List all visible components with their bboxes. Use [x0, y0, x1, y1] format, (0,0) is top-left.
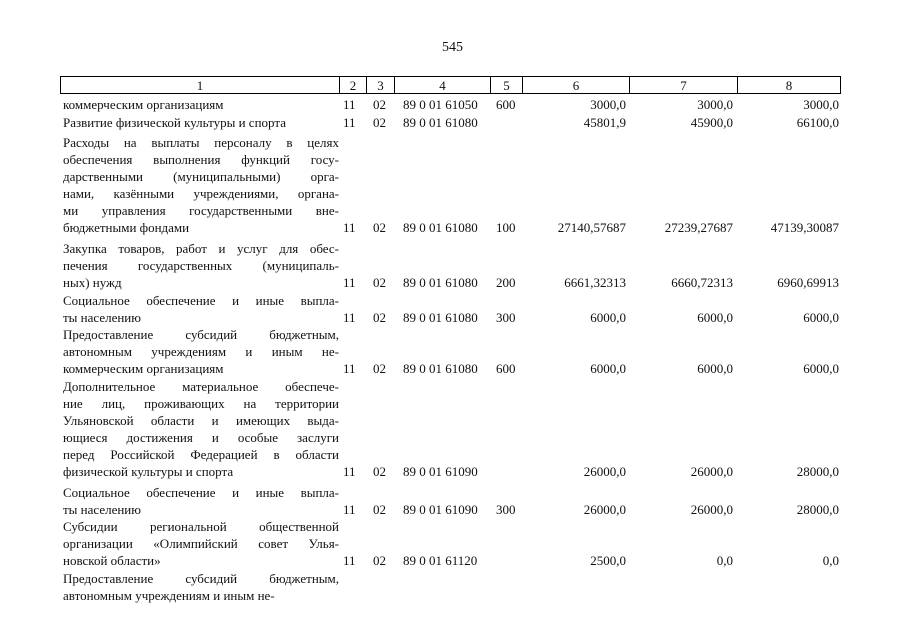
- cell-c3: 02: [373, 310, 386, 325]
- header-cell-3: 3: [366, 77, 394, 93]
- cell-c2: 11: [343, 310, 356, 325]
- description-line: Ульяновской области и имеющих выда-: [63, 413, 339, 428]
- cell-c8: 6960,69913: [777, 275, 839, 290]
- description-line: автономным учреждениям и иным не-: [63, 588, 275, 603]
- cell-c3: 02: [373, 553, 386, 568]
- cell-c8: 28000,0: [796, 502, 839, 517]
- cell-c6: 45801,9: [583, 115, 626, 130]
- description-line: ты населению: [63, 502, 141, 517]
- header-cell-6: 6: [522, 77, 629, 93]
- cell-c5: 300: [496, 502, 516, 517]
- cell-c7: 26000,0: [690, 464, 733, 479]
- description-line: Субсидии региональной общественной: [63, 519, 339, 534]
- cell-c8: 28000,0: [796, 464, 839, 479]
- description-line: ты населению: [63, 310, 141, 325]
- header-cell-2: 2: [339, 77, 366, 93]
- cell-c6: 6661,32313: [564, 275, 626, 290]
- description-line: автономным учреждениям и иным не-: [63, 344, 339, 359]
- description-line: ных) нужд: [63, 275, 122, 290]
- cell-c2: 11: [343, 361, 356, 376]
- header-cell-8: 8: [737, 77, 840, 93]
- header-cell-7: 7: [629, 77, 737, 93]
- description-line: Дополнительное материальное обеспече-: [63, 379, 339, 394]
- cell-c4: 89 0 01 61050: [403, 97, 478, 112]
- row-description: [63, 570, 339, 604]
- cell-c2: 11: [343, 115, 356, 130]
- cell-c3: 02: [373, 361, 386, 376]
- description-line: ющиеся достижения и особые заслуги: [63, 430, 339, 445]
- cell-c7: 6660,72313: [671, 275, 733, 290]
- description-line: бюджетными фондами: [63, 220, 190, 235]
- cell-c4: 89 0 01 61080: [403, 275, 478, 290]
- cell-c8: 0,0: [822, 553, 839, 568]
- description-line: ми управления государственными вне-: [63, 203, 339, 218]
- cell-c6: 2500,0: [590, 553, 626, 568]
- cell-c4: 89 0 01 61090: [403, 464, 478, 479]
- row-description: [63, 292, 339, 326]
- cell-c3: 02: [373, 464, 386, 479]
- description-line: Расходы на выплаты персоналу в целях: [63, 135, 339, 150]
- description-line: Социальное обеспечение и иные выпла-: [63, 485, 339, 500]
- cell-c8: 66100,0: [796, 115, 839, 130]
- cell-c3: 02: [373, 275, 386, 290]
- cell-c3: 02: [373, 502, 386, 517]
- cell-c5: 100: [496, 220, 516, 235]
- cell-c6: 26000,0: [583, 502, 626, 517]
- header-cell-5: 5: [490, 77, 522, 93]
- row-description: [63, 114, 339, 131]
- cell-c4: 89 0 01 61080: [403, 361, 478, 376]
- cell-c7: 45900,0: [690, 115, 733, 130]
- cell-c5: 600: [496, 361, 516, 376]
- description-line: перед Российской Федерацией в области: [63, 447, 339, 462]
- description-line: физической культуры и спорта: [63, 464, 234, 479]
- header-cell-1: 1: [196, 78, 204, 93]
- description-line: Закупка товаров, работ и услуг для обес-: [63, 241, 339, 256]
- cell-c6: 6000,0: [590, 361, 626, 376]
- description-line: нами, казёнными учреждениями, органа-: [63, 186, 339, 201]
- cell-c5: 200: [496, 275, 516, 290]
- cell-c6: 3000,0: [590, 97, 626, 112]
- cell-c2: 11: [343, 553, 356, 568]
- cell-c3: 02: [373, 97, 386, 112]
- description-line: ние лиц, проживающих на территории: [63, 396, 339, 411]
- cell-c5: 600: [496, 97, 516, 112]
- cell-c2: 11: [343, 97, 356, 112]
- row-description: [63, 484, 339, 518]
- row-description: [63, 96, 339, 113]
- cell-c7: 26000,0: [690, 502, 733, 517]
- description-line: Социальное обеспечение и иные выпла-: [63, 293, 339, 308]
- row-description: [63, 240, 339, 291]
- cell-c4: 89 0 01 61080: [403, 115, 478, 130]
- cell-c4: 89 0 01 61080: [403, 310, 478, 325]
- cell-c4: 89 0 01 61090: [403, 502, 478, 517]
- cell-c2: 11: [343, 220, 356, 235]
- cell-c7: 3000,0: [697, 97, 733, 112]
- cell-c2: 11: [343, 275, 356, 290]
- row-description: [63, 134, 339, 236]
- cell-c6: 6000,0: [590, 310, 626, 325]
- cell-c4: 89 0 01 61120: [403, 553, 478, 568]
- cell-c3: 02: [373, 220, 386, 235]
- cell-c8: 6000,0: [803, 361, 839, 376]
- row-description: [63, 326, 339, 377]
- description-line: организации «Олимпийский совет Улья-: [63, 536, 339, 551]
- cell-c4: 89 0 01 61080: [403, 220, 478, 235]
- cell-c6: 27140,57687: [557, 220, 626, 235]
- cell-c5: 300: [496, 310, 516, 325]
- description-line: обеспечения выполнения функций госу-: [63, 152, 339, 167]
- cell-c7: 6000,0: [697, 310, 733, 325]
- cell-c7: 27239,27687: [664, 220, 733, 235]
- cell-c8: 3000,0: [803, 97, 839, 112]
- table-header: [60, 76, 841, 94]
- row-description: [63, 518, 339, 569]
- description-line: Предоставление субсидий бюджетным,: [63, 327, 339, 342]
- cell-c2: 11: [343, 464, 356, 479]
- cell-c7: 0,0: [716, 553, 733, 568]
- cell-c3: 02: [373, 115, 386, 130]
- description-line: коммерческим организациям: [63, 361, 224, 376]
- page-number: 545: [442, 40, 463, 55]
- cell-c2: 11: [343, 502, 356, 517]
- description-line: печения государственных (муниципаль-: [63, 258, 339, 273]
- description-line: дарственными (муниципальными) орга-: [63, 169, 339, 184]
- cell-c8: 6000,0: [803, 310, 839, 325]
- row-description: [63, 378, 339, 480]
- header-cell-4: 4: [394, 77, 490, 93]
- cell-c8: 47139,30087: [770, 220, 839, 235]
- description-line: новской области»: [63, 553, 161, 568]
- description-line: коммерческим организациям: [63, 97, 224, 112]
- cell-c7: 6000,0: [697, 361, 733, 376]
- description-line: Развитие физической культуры и спорта: [63, 115, 286, 130]
- cell-c6: 26000,0: [583, 464, 626, 479]
- description-line: Предоставление субсидий бюджетным,: [63, 571, 339, 586]
